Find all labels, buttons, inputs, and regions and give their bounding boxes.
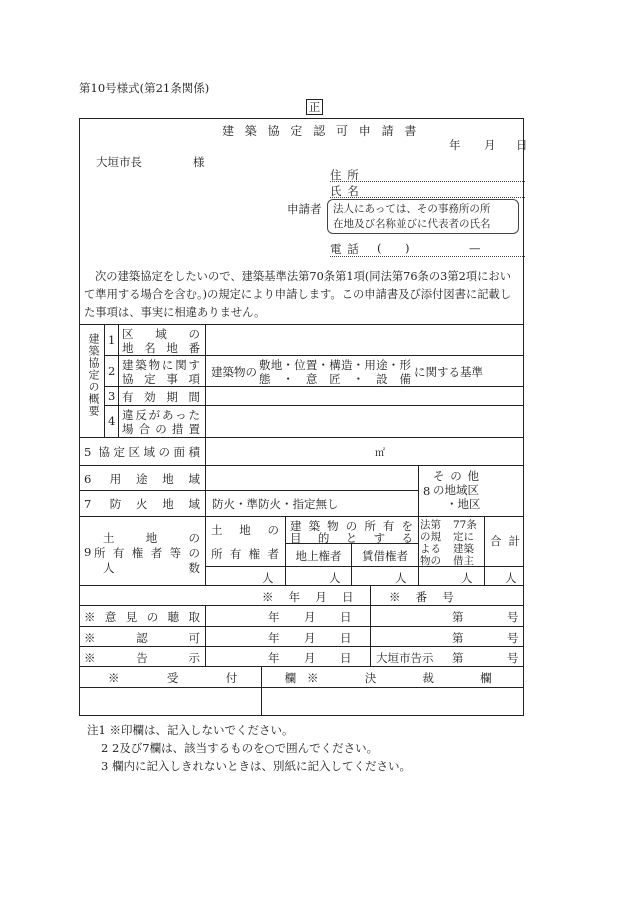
row2-num: 2	[108, 364, 116, 378]
proc-row2-no-right: 号	[507, 631, 519, 645]
proc-row3-no-right: 号	[507, 651, 519, 665]
other-zone-label-2: の地域区	[433, 483, 479, 497]
corp-note-line2: 在地及び名称並びに代表者の氏名	[333, 218, 491, 230]
name-line[interactable]	[330, 197, 525, 198]
area-label: 5 協定区域の面積	[84, 445, 200, 459]
art77-head-c8: 借主	[453, 555, 474, 567]
proc-row3-prefix: 大垣市告示	[376, 651, 434, 665]
rule	[79, 666, 524, 667]
honorific: 様	[193, 155, 205, 169]
decision-column-head: ※ 決 裁 欄	[307, 671, 513, 685]
row4-label-2: 場合の措置	[122, 422, 200, 436]
note-2: 2 2及び7欄は、該当するものを○で囲んでください。	[101, 741, 379, 755]
art77-head-c2: の規	[420, 531, 441, 543]
rule	[205, 566, 524, 567]
proc-row2-label: ※認可	[84, 631, 200, 645]
rule	[370, 585, 371, 666]
address-line[interactable]	[330, 181, 525, 182]
owners-num: 9	[84, 545, 92, 559]
total-head: 合計	[490, 534, 520, 548]
art77-head-c6: 定に	[453, 531, 474, 543]
proc-no-head: ※ 番 号	[389, 590, 460, 604]
land-owner-head-2: 所有権者	[211, 547, 279, 561]
proc-row1-no-left: 第	[452, 610, 464, 624]
row1-label-1: 区域の	[122, 327, 200, 341]
rule	[79, 687, 524, 688]
row2-value-suffix: に関する基準	[414, 365, 483, 379]
proc-row3-year: 年	[268, 651, 280, 665]
address-label: 住所	[330, 168, 365, 182]
corp-note-line1: 法人にあっては、その事務所の所	[333, 203, 491, 215]
row2-value-line2: 態・意匠・設備	[259, 372, 411, 386]
overview-group-label: 建築協定の概要	[87, 333, 100, 417]
art77-head-c4: 物の	[420, 555, 441, 567]
phone-paren-open: (	[377, 241, 382, 255]
proc-date-head: ※ 年 月 日	[262, 590, 360, 604]
row4-num: 4	[108, 414, 116, 428]
proc-row1-label: ※意見の聴取	[84, 610, 200, 624]
frame-bottom	[79, 715, 524, 716]
row2-value-prefix: 建築物の	[211, 365, 257, 379]
owners-unit-3: 人	[395, 571, 407, 585]
owners-label-3: 人数	[103, 561, 200, 575]
art77-head-c5: 77条	[453, 519, 477, 531]
owners-unit-1: 人	[262, 571, 274, 585]
art77-head-c1: 法第	[420, 519, 441, 531]
owners-label-1: 土地の	[103, 531, 200, 545]
rule	[118, 324, 119, 437]
rule	[484, 516, 485, 585]
rule	[104, 324, 105, 437]
land-owner-head-1: 土地の	[211, 523, 279, 537]
proc-row3-no-left: 第	[452, 651, 464, 665]
note-3: 3 欄内に記入しきれないときは、別紙に記入してください。	[101, 759, 411, 773]
proc-row3-day: 日	[340, 651, 352, 665]
proc-row1-no-right: 号	[507, 610, 519, 624]
art77-head-c7: 建築	[453, 543, 474, 555]
applicant-label: 申請者	[287, 202, 322, 216]
proc-row1-year: 年	[268, 610, 280, 624]
note-1: 注1 ※印欄は、記入しないでください。	[87, 723, 294, 737]
proc-row2-no-left: 第	[452, 631, 464, 645]
area-unit: ㎡	[375, 448, 385, 459]
row2-label-1: 建築物に関す	[122, 358, 200, 372]
bldg-head-1: 建築物の所有を	[290, 519, 413, 533]
lease-right-head: 賃借権者	[362, 549, 408, 563]
rule	[79, 646, 524, 647]
owners-label-2: 所有権者等の	[94, 546, 200, 560]
row1-num: 1	[108, 333, 116, 347]
other-zone-label-3: ・地区	[446, 497, 481, 511]
date-month: 月	[484, 138, 496, 152]
rule	[418, 465, 419, 585]
phone-label: 電話	[330, 242, 365, 256]
proc-row3-label: ※告示	[84, 651, 200, 665]
phone-line[interactable]	[330, 256, 525, 257]
rule	[79, 626, 524, 627]
use-zone-label: 6 用途地域	[84, 472, 200, 486]
proc-row1-month: 月	[304, 610, 316, 624]
owners-unit-4: 人	[461, 571, 473, 585]
rule	[79, 324, 524, 325]
rule	[79, 465, 524, 466]
rule	[79, 490, 419, 491]
row3-label: 有効期間	[122, 390, 200, 404]
rule	[104, 405, 524, 406]
fire-zone-label: 7 防火地域	[84, 497, 200, 511]
date-day: 日	[516, 138, 528, 152]
row3-num: 3	[108, 389, 116, 403]
row4-label-1: 違反があった	[122, 408, 200, 422]
fire-zone-value[interactable]: 防火・準防火・指定無し	[212, 497, 339, 511]
other-zone-label-1: その他	[433, 469, 479, 483]
phone-paren-close: )	[405, 241, 410, 255]
surface-right-head: 地上権者	[295, 549, 342, 563]
form-title: 建築協定認可申請書	[222, 124, 428, 138]
addressee: 大垣市長	[96, 155, 142, 169]
rule	[205, 605, 206, 666]
owners-unit-5: 人	[505, 571, 517, 585]
row2-value-line1: 敷地・位置・構造・用途・形	[259, 358, 411, 372]
rule	[205, 324, 206, 585]
application-statement: 次の建築協定をしたいので、建築基準法第70条第1項(同法第76条の3第2項において準用する場合を含む。)の規定により申請します。この申請書及び添付図書に記載した事項は、事実に相違ありません。	[84, 270, 512, 319]
rule	[79, 605, 524, 606]
proc-row1-day: 日	[340, 610, 352, 624]
rule	[79, 585, 524, 586]
owners-unit-2: 人	[329, 571, 341, 585]
frame-top	[79, 118, 524, 119]
art77-head-c3: よる	[420, 543, 441, 555]
proc-row3-month: 月	[304, 651, 316, 665]
other-zone-num: 8	[423, 484, 431, 498]
row1-label-2: 地名地番	[122, 341, 200, 355]
form-number: 第10号様式(第21条関係)	[79, 81, 210, 95]
name-label: 氏名	[330, 184, 365, 198]
rule	[79, 437, 524, 438]
proc-row2-year: 年	[268, 631, 280, 645]
original-stamp: 正	[306, 99, 323, 115]
proc-row2-day: 日	[340, 631, 352, 645]
proc-row2-month: 月	[304, 631, 316, 645]
date-year: 年	[449, 138, 461, 152]
phone-dash: —	[469, 241, 481, 255]
reception-column-head: ※ 受 付 欄	[108, 671, 318, 685]
bldg-head-2: 目的とする	[290, 531, 413, 545]
row2-label-2: 協定事項	[122, 372, 200, 386]
